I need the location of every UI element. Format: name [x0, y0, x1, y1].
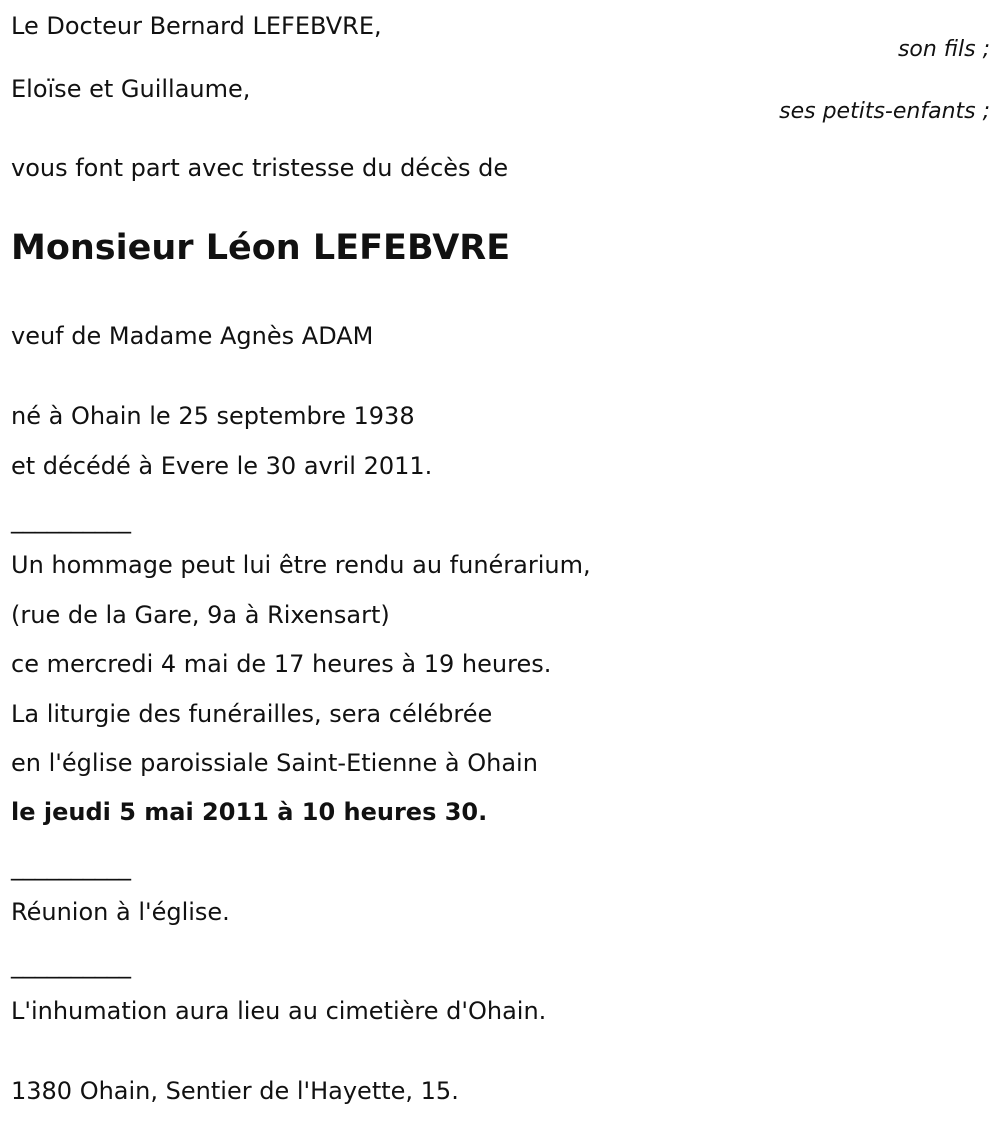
family-role-son: son fils ;	[897, 37, 990, 62]
family-role-grandchildren: ses petits-enfants ;	[779, 99, 990, 124]
ceremony-line-3: ce mercredi 4 mai de 17 heures à 19 heures.	[11, 650, 552, 678]
ceremony-line-1: Un hommage peut lui être rendu au funérarium,	[11, 551, 591, 579]
announcement-text: vous font part avec tristesse du décès de	[11, 154, 509, 182]
separator-2: __________	[11, 853, 131, 881]
ceremony-line-5: en l'église paroissiale Saint-Etienne à Ohain	[11, 749, 538, 777]
birth-text: né à Ohain le 25 septembre 1938	[11, 402, 415, 430]
separator-1: __________	[11, 506, 131, 534]
family-line-grandchildren: Eloïse et Guillaume,	[11, 75, 251, 103]
ceremony-line-4: La liturgie des funérailles, sera célébrée	[11, 700, 493, 728]
address-text: 1380 Ohain, Sentier de l'Hayette, 15.	[11, 1077, 459, 1105]
ceremony-line-6: le jeudi 5 mai 2011 à 10 heures 30.	[11, 798, 488, 826]
deceased-name: Monsieur Léon LEFEBVRE	[11, 228, 511, 268]
death-text: et décédé à Evere le 30 avril 2011.	[11, 452, 433, 480]
burial-text: L'inhumation aura lieu au cimetière d'Ohain.	[11, 997, 547, 1025]
ceremony-line-2: (rue de la Gare, 9a à Rixensart)	[11, 601, 390, 629]
widower-text: veuf de Madame Agnès ADAM	[11, 322, 374, 350]
meeting-text: Réunion à l'église.	[11, 898, 230, 926]
separator-3: __________	[11, 951, 131, 979]
family-line-son: Le Docteur Bernard LEFEBVRE,	[11, 12, 382, 40]
